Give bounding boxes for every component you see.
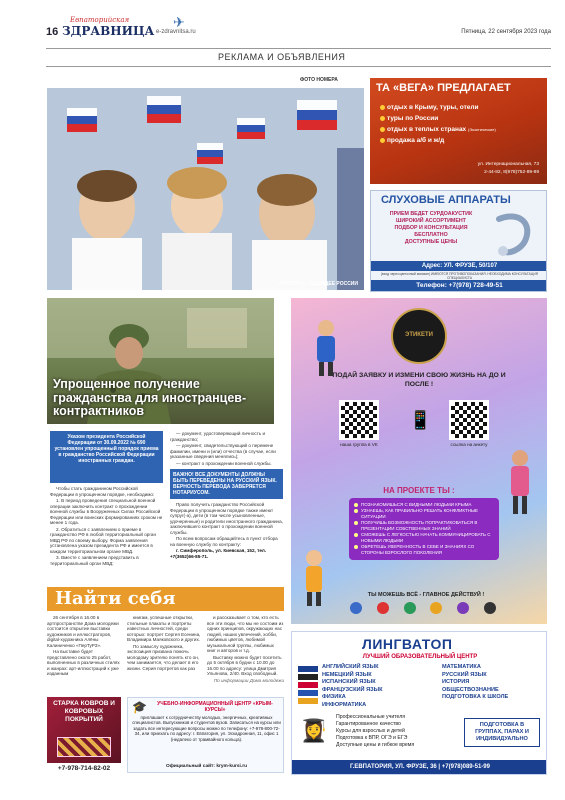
find-source: По информации Дома молодежи bbox=[213, 677, 284, 683]
subject-item: ОБЩЕСТВОЗНАНИЕ bbox=[442, 686, 499, 693]
subject-item: РУССКИЙ ЯЗЫК bbox=[442, 671, 487, 678]
lingatop-brand: ЛИНГВАТОП bbox=[362, 636, 453, 652]
vega-title: ТА «ВЕГА» ПРЕДЛАГАЕТ bbox=[376, 82, 511, 94]
etiket-cta: ПОДАЙ ЗАЯВКУ И ИЗМЕНИ СВОЮ ЖИЗНЬ НА ДО И ПОСЛЕ ! bbox=[332, 372, 506, 388]
list-item: ПОЗНАКОМИШЬСЯ С ВИДНЫМИ ЛЮДЬМИ КРЫМА bbox=[353, 502, 495, 508]
logo-main: ЗДРАВНИЦА bbox=[62, 24, 155, 38]
photo-of-issue bbox=[47, 88, 364, 290]
find-column-2 bbox=[127, 615, 201, 672]
article-paragraph: По всем вопросам обращайтесь в пункт отбора на военную службу по контракту: bbox=[170, 536, 278, 547]
article-paragraph: Право получить гражданство Российской Федерации в упрощенном порядке также имеют супруг(-а), дети (в том числе усыновленные, удочеренные) и родители иностранного гражданина, заключившего контракт о прохождении военной службы. bbox=[170, 502, 283, 535]
article-paragraph: Чтобы стать гражданином Российской Федерации в упрощенном порядке, необходимо: bbox=[50, 486, 155, 497]
article-paragraph: По замыслу художника, экспозиция призвана помочь молодому зрителю понять кто он, чем занимается, что делает в его жизни. Серия портретов как раз bbox=[127, 643, 200, 671]
children-flags-photo bbox=[47, 88, 364, 290]
hearing-aids-ad bbox=[370, 190, 547, 292]
find-column-3 bbox=[207, 615, 284, 684]
hearing-note: (вход через цветочный магазин) ИМЕЮТСЯ ПРОТИВОПОКАЗАНИЯ. НЕОБХОДИМА КОНСУЛЬТАЦИЯ СПЕЦИАЛИСТА bbox=[380, 272, 539, 280]
subject-item: ИНФОРМАТИКА bbox=[322, 701, 367, 708]
photo-label: ФОТО НОМЕРА bbox=[300, 77, 338, 83]
character-bottom-icon bbox=[301, 548, 327, 608]
subject-item: ИСТОРИЯ bbox=[442, 679, 470, 685]
vega-list bbox=[380, 102, 540, 146]
article-paragraph: и рассказывает о том, кто есть все эти люди, что мы не состоим из одних принципов, окружающих нас людей, наших увлечений, хобби, любимых цветов, любимой музыкальной группы, любимых книг и авторов и т.д. bbox=[207, 615, 284, 653]
graduation-cap-icon: 🎓 bbox=[132, 700, 147, 714]
etiket-badge-text: ЭТИКЕТИ bbox=[405, 332, 433, 338]
partner-logo-icon bbox=[404, 602, 416, 614]
logo-top: Евпаторийская bbox=[70, 16, 130, 24]
list-item: УЗНАЕШЬ, КАК ПРАВИЛЬНО РЕШАТЬ КОНФЛИКТНЫЕ СИТУАЦИИ bbox=[353, 508, 495, 520]
feature-item: Курсы для взрослых и детей bbox=[336, 728, 405, 734]
find-title-bar bbox=[47, 587, 284, 611]
subject-item: ФИЗИКА bbox=[322, 694, 346, 700]
subject-item: ИСПАНСКИЙ ЯЗЫК bbox=[322, 679, 376, 685]
list-item: ПОЛУЧИШЬ ВОЗМОЖНОСТЬ ПОПРАКТИКОВАТЬСЯ В ПРЕЗЕНТАЦИИ СОБСТВЕННЫХ ЗНАНИЙ bbox=[353, 520, 495, 532]
lingatop-footer: Г.ЕВПАТОРИЯ, УЛ. ФРУЗЕ, 36 | +7(978)089-51-99 bbox=[292, 760, 547, 774]
partner-logo-icon bbox=[377, 602, 389, 614]
seagull-icon: ✈ bbox=[173, 14, 185, 30]
list-item: туры по России bbox=[380, 113, 540, 124]
list-item: СМОЖЕШЬ С ЛЕГКОСТЬЮ НАЧАТЬ КОММУНИЦИРОВАТЬ С НОВЫМИ ЛЮДЬМИ bbox=[353, 532, 495, 544]
lingatop-subjects-right bbox=[442, 664, 546, 702]
qr-code-form[interactable] bbox=[449, 400, 489, 440]
feature-item: Доступные цены и гибкое время bbox=[336, 742, 415, 748]
article-paragraph: 1. В период проведения специальной военной операции заключить контракт о прохождении военной службы в Вооруженных Силах Российской Федерации или воинских формированиях сроком не менее 1 года. bbox=[50, 498, 163, 525]
etiket-ad bbox=[291, 298, 547, 624]
partner-logo-icon bbox=[457, 602, 469, 614]
list-item: ДОСТУПНЫЕ ЦЕНЫ bbox=[404, 239, 458, 245]
edu-site: Официальный сайт: krym-kursi.ru bbox=[166, 764, 247, 769]
article-paragraph: На выставке будет представлено около 25 работ, выполненных в различных стилях и жанрах: арт-иллюстраций к уже изданным bbox=[47, 649, 120, 676]
carpets-phone: +7-978-714-82-02 bbox=[57, 765, 111, 772]
flags-icon bbox=[298, 666, 318, 710]
carpets-title: СТАРКА КОВРОВ И КОВРОВЫХ ПОКРЫТИЙ bbox=[53, 700, 115, 723]
feature-item: Гарантированное качество bbox=[336, 721, 401, 727]
character-left-icon bbox=[311, 318, 341, 378]
etiket-badge bbox=[391, 308, 447, 364]
qr-label-vk: наша группа в VK bbox=[340, 442, 378, 447]
issue-date: Пятница, 22 сентября 2023 года bbox=[461, 29, 551, 35]
lingatop-tagline: ЛУЧШИЙ ОБРАЗОВАТЕЛЬНЫЙ ЦЕНТР bbox=[362, 654, 478, 660]
lingatop-features bbox=[336, 714, 460, 749]
list-item: ШИРОКИЙ АССОРТИМЕНТ bbox=[396, 218, 466, 224]
soldier-photo bbox=[47, 298, 274, 424]
hearing-title: СЛУХОВЫЕ АППАРАТЫ bbox=[381, 194, 511, 206]
citizen-address: г. Симферополь, ул. Киевская, 152, тел. +7(3652)66-85-71. bbox=[170, 548, 267, 559]
edu-title: УЧЕБНО-ИНФОРМАЦИОННЫЙ ЦЕНТР «КРЫМ-КУРСЫ» bbox=[157, 701, 273, 713]
subject-item: ФРАНЦУЗСКИЙ ЯЗЫК bbox=[322, 686, 383, 693]
partner-logo-icon bbox=[350, 602, 362, 614]
projects-title: НА ПРОЕКТЕ ТЫ : bbox=[383, 486, 455, 495]
list-item: отдых в теплых странах (Экзотические) bbox=[380, 124, 540, 135]
qr-label-form: ссылка на анкету bbox=[450, 442, 488, 447]
article-paragraph: — контракт о прохождении военной службы. bbox=[176, 460, 272, 466]
article-paragraph: книгам, успешные открытки, стильные плакаты и портреты известных личностей, среди которых: портрет Сергея Есенина, Владимира Маяковского и других. bbox=[127, 615, 201, 642]
feature-item: Профессиональные учителя bbox=[336, 714, 406, 720]
feature-item: Подготовка к ВПР, ОГЭ и ЕГЭ bbox=[336, 735, 408, 741]
lingatop-ad bbox=[291, 631, 547, 775]
partner-logo-icon bbox=[430, 602, 442, 614]
hearing-address: Адрес: УЛ. ФРУЗЕ, 50/107 bbox=[371, 261, 547, 271]
photo-caption: «ОРЛЯТА» – БУДУЩЕЕ РОССИИ bbox=[278, 281, 358, 287]
character-right-icon bbox=[505, 448, 535, 518]
logo bbox=[62, 16, 155, 44]
vega-address: ул. Интернациональная, 73 bbox=[477, 162, 539, 167]
partner-logos bbox=[343, 602, 503, 616]
lingatop-box: ПОДГОТОВКА В ГРУППАХ, ПАРАХ И ИНДИВИДУАЛЬНО bbox=[464, 718, 540, 747]
page-number: 16 bbox=[46, 26, 59, 38]
list-item: продажа а/б и ж/д bbox=[380, 135, 540, 146]
article-paragraph: — документ, свидетельствующий о перемене фамилии, имени и (или) отчества (в случае, если указанные сведения менялись); bbox=[170, 443, 276, 459]
hearing-aid-icon bbox=[489, 211, 543, 259]
carpets-ad bbox=[47, 697, 121, 763]
page-header bbox=[46, 12, 551, 46]
article-paragraph: 3. Вместе с заявлением представить в территориальный орган МВД: bbox=[50, 555, 139, 566]
section-title: РЕКЛАМА И ОБЪЯВЛЕНИЯ bbox=[218, 52, 346, 62]
etiket-footer: ТЫ МОЖЕШЬ ВСЁ - ГЛАВНОЕ ДЕЙСТВУЙ ! bbox=[367, 592, 485, 598]
qr-code-vk[interactable] bbox=[339, 400, 379, 440]
list-item: ОБРЕТЕШЬ УВЕРЕННОСТЬ В СЕБЕ И ЗНАНИЯХ СО СТОРОНЫ ВЗРОСЛОГО ПОКОЛЕНИЯ bbox=[353, 544, 495, 556]
citizen-headline: Упрощенное получение гражданства для иностранцев-контрактников bbox=[53, 377, 247, 418]
hearing-list bbox=[381, 211, 481, 246]
list-item: ПРИЕМ ВЕДЕТ СУРДОАКУСТИК bbox=[389, 211, 473, 217]
hearing-phone: Телефон: +7(978) 728-49-51 bbox=[371, 280, 547, 291]
article-paragraph: 2. Обратиться с заявлением о приеме в гражданство РФ в любой территориальный орган МВД РФ по своему выбору. Форма заявления установлена указом президента РФ и имеется в каждом территориальном органе МВД. bbox=[50, 526, 156, 554]
article-paragraph: Выставку можно будет посетить до 5 октября в будни с 10.00 до 16.00 по адресу: улица Дмитрия Ульянова, 2/40. Вход свободный. bbox=[207, 654, 282, 676]
subject-item: МАТЕМАТИКА bbox=[442, 664, 481, 670]
subject-item: НЕМЕЦКИЙ ЯЗЫК bbox=[322, 671, 372, 678]
subject-item: АНГЛИЙСКИЙ ЯЗЫК bbox=[322, 664, 379, 670]
article-paragraph: — документ, удостоверяющий личность и гражданство; bbox=[170, 431, 266, 442]
article-paragraph: 26 сентября в 16.00 в артпространстве Дома молодежи состоится открытие выставки художников и иллюстраторов, digital-художника Алёны Калиниченко «ПерТуРЗ». bbox=[47, 615, 119, 648]
projects-list bbox=[349, 498, 499, 560]
site-url: e-zdravnitsa.ru bbox=[156, 29, 196, 35]
list-item: отдых в Крыму, туры, отели bbox=[380, 102, 540, 113]
partner-logo-icon bbox=[484, 602, 496, 614]
vega-phones: 2-44-82, 8(978)752-89-89 bbox=[484, 170, 539, 175]
vega-ad bbox=[370, 78, 547, 184]
student-icon: 👩‍🎓 bbox=[300, 718, 328, 743]
find-column-1 bbox=[47, 615, 121, 678]
subject-item: ПОДГОТОВКА К ШКОЛЕ bbox=[442, 694, 509, 700]
carpet-icon bbox=[57, 737, 111, 757]
edu-text: приглашает к сотрудничеству молодых, энергичных, креативных специалистов. Выпускников и студентов вузов. Записаться на курсы или задать все интересующие вопросы можно по телефону: +7-978-800-72-34, или приехать по адресу: г. Евпатория, ул. Эскадронная, 11, офис 1 (недалеко от трамвайного кольца). bbox=[132, 715, 281, 742]
find-title: Найти себя bbox=[55, 588, 176, 609]
citizen-highlight: ВАЖНО! ВСЕ ДОКУМЕНТЫ ДОЛЖНЫ БЫТЬ ПЕРЕВЕДЕНЫ НА РУССКИЙ ЯЗЫК. ВЕРНОСТЬ ПЕРЕВОДА ЗАВЕРЯЕТСЯ НОТАРИУСОМ. bbox=[170, 469, 283, 499]
citizen-lead: Указом президента Российской Федерации от 30.09.2022 № 690 установлен упрощенный порядок приема в гражданство Российской Федерации иностранных граждан. bbox=[50, 431, 163, 483]
krym-kursy-ad bbox=[127, 697, 284, 773]
citizen-left-column bbox=[50, 486, 163, 567]
lingatop-subjects-left bbox=[322, 664, 422, 709]
list-item: ПОДБОР И КОНСУЛЬТАЦИЯ БЕСПЛАТНО bbox=[394, 225, 468, 238]
citizen-right-column bbox=[170, 431, 283, 560]
phone-icon: 📱 bbox=[409, 410, 432, 430]
